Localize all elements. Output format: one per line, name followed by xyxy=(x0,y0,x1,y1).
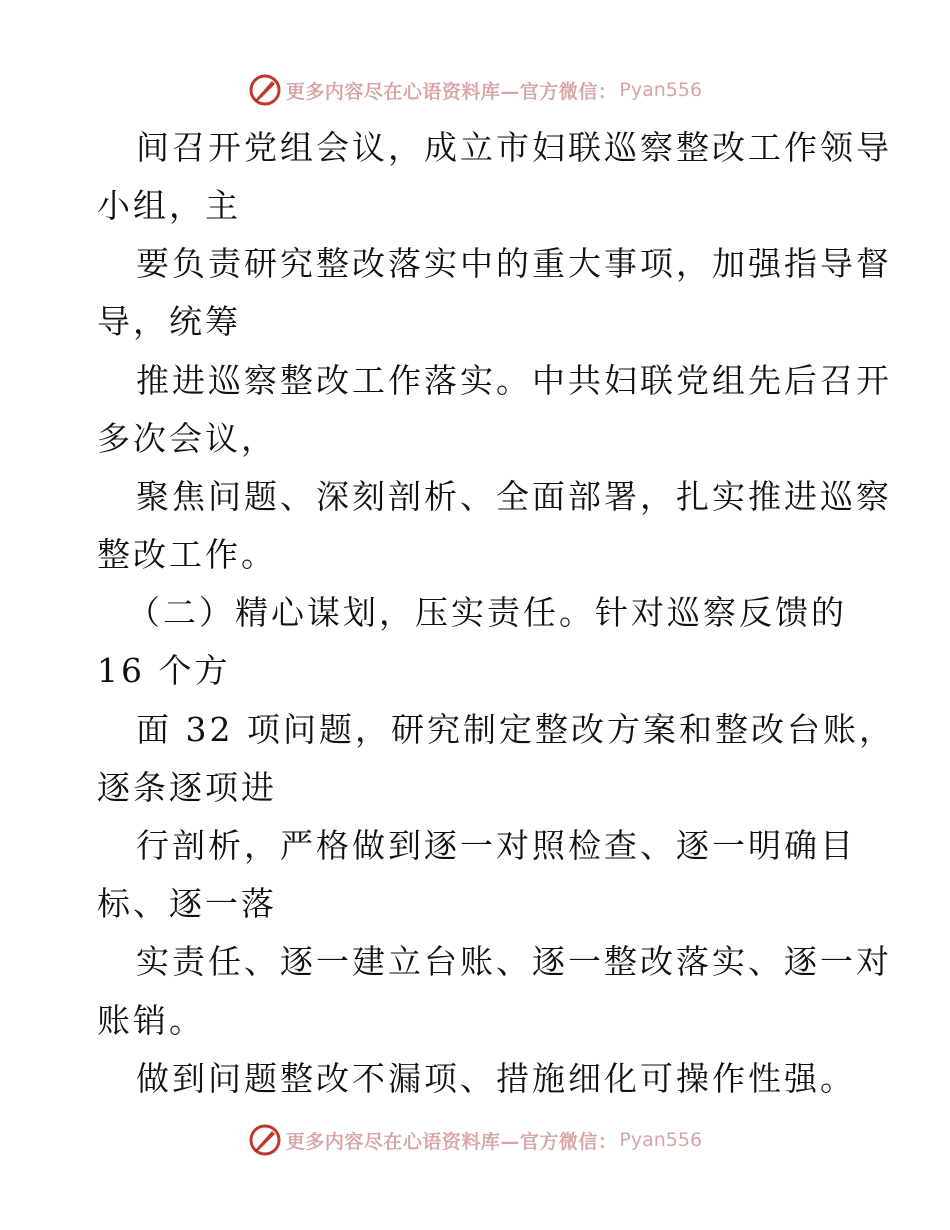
text-line: 逐条逐项进 xyxy=(97,768,277,807)
text-line: 小组，主 xyxy=(97,186,241,225)
text-line: 行剖析，严格做到逐一对照检查、逐一明确目 xyxy=(136,826,856,865)
watermark-text: 更多内容尽在心语资料库—官方微信： xyxy=(285,80,618,103)
text-line: 账销。 xyxy=(97,1001,205,1040)
text-line: 标、逐一落 xyxy=(97,884,277,923)
quill-logo-icon xyxy=(248,73,282,107)
text-line: 推进巡察整改工作落实。中共妇联党组先后召开 xyxy=(136,361,892,400)
quill-logo-icon xyxy=(248,1123,282,1157)
text-line: 16 个方 xyxy=(97,651,231,690)
watermark-wechat-id: Pyan556 xyxy=(619,79,703,101)
text-line: （二）精心谋划，压实责任。针对巡察反馈的 xyxy=(127,593,847,632)
text-line: 间召开党组会议，成立市妇联巡察整改工作领导 xyxy=(136,128,892,167)
text-line: 聚焦问题、深刻剖析、全面部署，扎实推进巡察 xyxy=(136,477,892,516)
footer-watermark xyxy=(0,1120,950,1160)
text-line: 整改工作。 xyxy=(97,535,277,574)
text-line: 做到问题整改不漏项、措施细化可操作性强。 xyxy=(136,1059,856,1098)
text-line: 实责任、逐一建立台账、逐一整改落实、逐一对 xyxy=(136,942,892,981)
text-line: 多次会议， xyxy=(97,419,277,458)
header-watermark xyxy=(0,70,950,110)
text-line: 导，统筹 xyxy=(97,302,241,341)
text-line: 面 32 项问题，研究制定整改方案和整改台账， xyxy=(136,710,895,749)
watermark-wechat-id: Pyan556 xyxy=(619,1129,703,1151)
watermark-text: 更多内容尽在心语资料库—官方微信： xyxy=(285,1130,618,1153)
text-line: 要负责研究整改落实中的重大事项，加强指导督 xyxy=(136,244,892,283)
